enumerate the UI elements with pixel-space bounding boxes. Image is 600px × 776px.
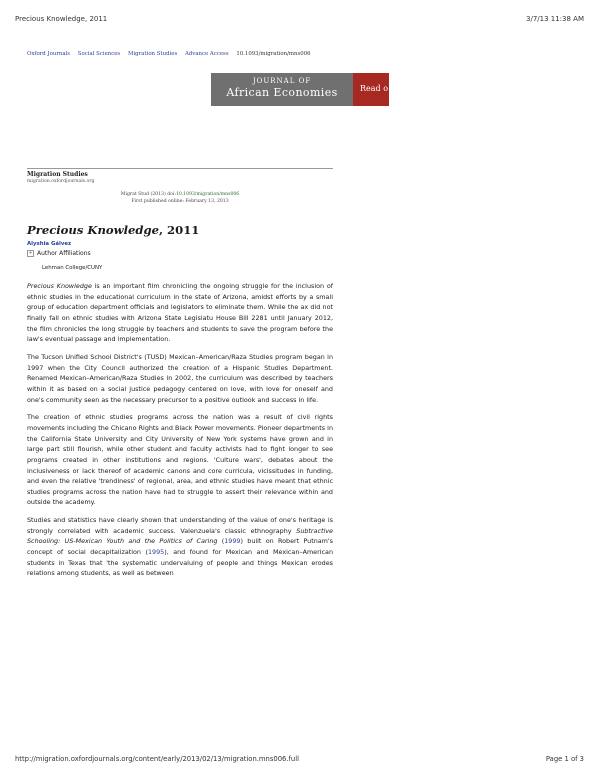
journal-name: Migration Studies — [27, 171, 88, 178]
breadcrumb-migration-studies[interactable]: Migration Studies — [127, 51, 178, 57]
article-title-year: , 2011 — [158, 222, 200, 237]
advert-line-1: JOURNAL OF — [252, 77, 312, 85]
book-title: Subtractive Schooling: US-Mexican Youth and the Politics of Caring — [27, 526, 333, 546]
reference-link-1999[interactable]: 1999 — [224, 537, 241, 546]
reference-link-1995[interactable]: 1995 — [147, 548, 165, 557]
article-title-italic: Precious Knowledge — [27, 222, 159, 237]
divider — [27, 168, 333, 169]
print-footer-page: Page 1 of 3 — [545, 755, 584, 763]
author-link[interactable]: Alyshia Gálvez — [27, 241, 72, 247]
breadcrumb — [27, 51, 311, 57]
breadcrumb-doi: 10.1093/migration/mns006 — [236, 51, 311, 57]
paragraph-4-text-a: Studies and statistics have clearly shown that understanding of the value of one's heritage is strongly correlated with academic success. Valenzuela's classic ethnography — [27, 516, 333, 535]
citation-published: First published online: February 13, 2013 — [131, 199, 229, 204]
advert-journal-title — [211, 73, 353, 106]
print-header-datetime: 3/7/13 11:38 AM — [526, 15, 584, 23]
paragraph-3: The creation of ethnic studies programs across the nation was a result of civil rights movements including the Chicano Rights and Black Power movements. Pioneer departments in the California State University and City University of New York systems have grown and in large part still flourish, while other student and faculty activists had to fight longer to see programs created in other institutions and regions. 'Culture wars', debates about the inclusiveness or lack thereof of academic canons and core curricula, vicissitudes in funding, and even the relative 'trendiness' of regional, area, and ethnic studies have meant that ethnic studies programs across the nation have had to struggle to assert their relevance within and outside the academy. — [27, 413, 333, 507]
paragraph-2: The Tucson Unified School District's (TUSD) Mexican–American/Raza Studies program began in 1997 when the City Council authorized the creation of a Hispanic Studies Department. Renamed Mexican–American/Raza Studies in 2002, the curriculum was described by teachers within it as based on a social justice pedagogy centered on love, with love for oneself and one's community seen as the necessary precursor to a positive outlook and success in life. — [27, 352, 333, 404]
film-title: Precious Knowledge — [27, 282, 92, 290]
institution: Lehman College/CUNY — [42, 265, 103, 271]
article-body — [27, 281, 333, 586]
affiliations-label: Author Affiliations — [37, 250, 91, 257]
author-affiliations-toggle[interactable] — [27, 250, 91, 257]
expand-plus-icon[interactable]: + — [28, 250, 33, 256]
advert-line-2: African Economies — [226, 86, 338, 99]
print-header-title: Precious Knowledge, 2011 — [15, 15, 108, 23]
journal-advert-banner[interactable] — [211, 73, 389, 106]
paragraph-1-text: is an important film chronicling the ongoing struggle for the inclusion of ethnic studies in the educational curriculum in the state of Arizona, amidst efforts by a small group of education department officials and legislators to eliminate them. While the ax did not finally fall on ethnic studies with Arizona State Legislatu House Bill 2281 until January 2012, the film chronicles the long struggle by teachers and students to save the program before the law's eventual passage and implementation. — [27, 282, 333, 344]
paragraph-4-text-d: ), and found for Mexican and Mexican–American students in Texas that 'the systematic undervaluing of people and things Mexican erodes relations among students, as well as between — [27, 548, 333, 578]
advert-read-button[interactable] — [353, 73, 389, 106]
journal-url: migration.oxfordjournals.org — [27, 179, 95, 184]
citation-doi[interactable]: 10.1093/migration/mns006 — [175, 192, 240, 197]
paragraph-1 — [27, 281, 333, 345]
citation-prefix: Migrat Stud (2013) doi: — [120, 192, 176, 197]
breadcrumb-advance-access[interactable]: Advance Access — [184, 51, 229, 57]
paragraph-4 — [27, 515, 333, 579]
paragraph-4-text-b: ( — [217, 537, 225, 546]
breadcrumb-oxford-journals[interactable]: Oxford Journals — [27, 51, 71, 57]
breadcrumb-social-sciences[interactable]: Social Sciences — [77, 51, 121, 57]
advert-read-label: Read o — [360, 84, 389, 93]
print-footer-url: http://migration.oxfordjournals.org/content/early/2013/02/13/migration.mns006.full — [15, 755, 299, 763]
article-title — [27, 223, 199, 237]
citation-line — [0, 192, 360, 197]
paragraph-4-text-c: ) built on Robert Putnam's concept of social decapitalization ( — [27, 537, 333, 557]
